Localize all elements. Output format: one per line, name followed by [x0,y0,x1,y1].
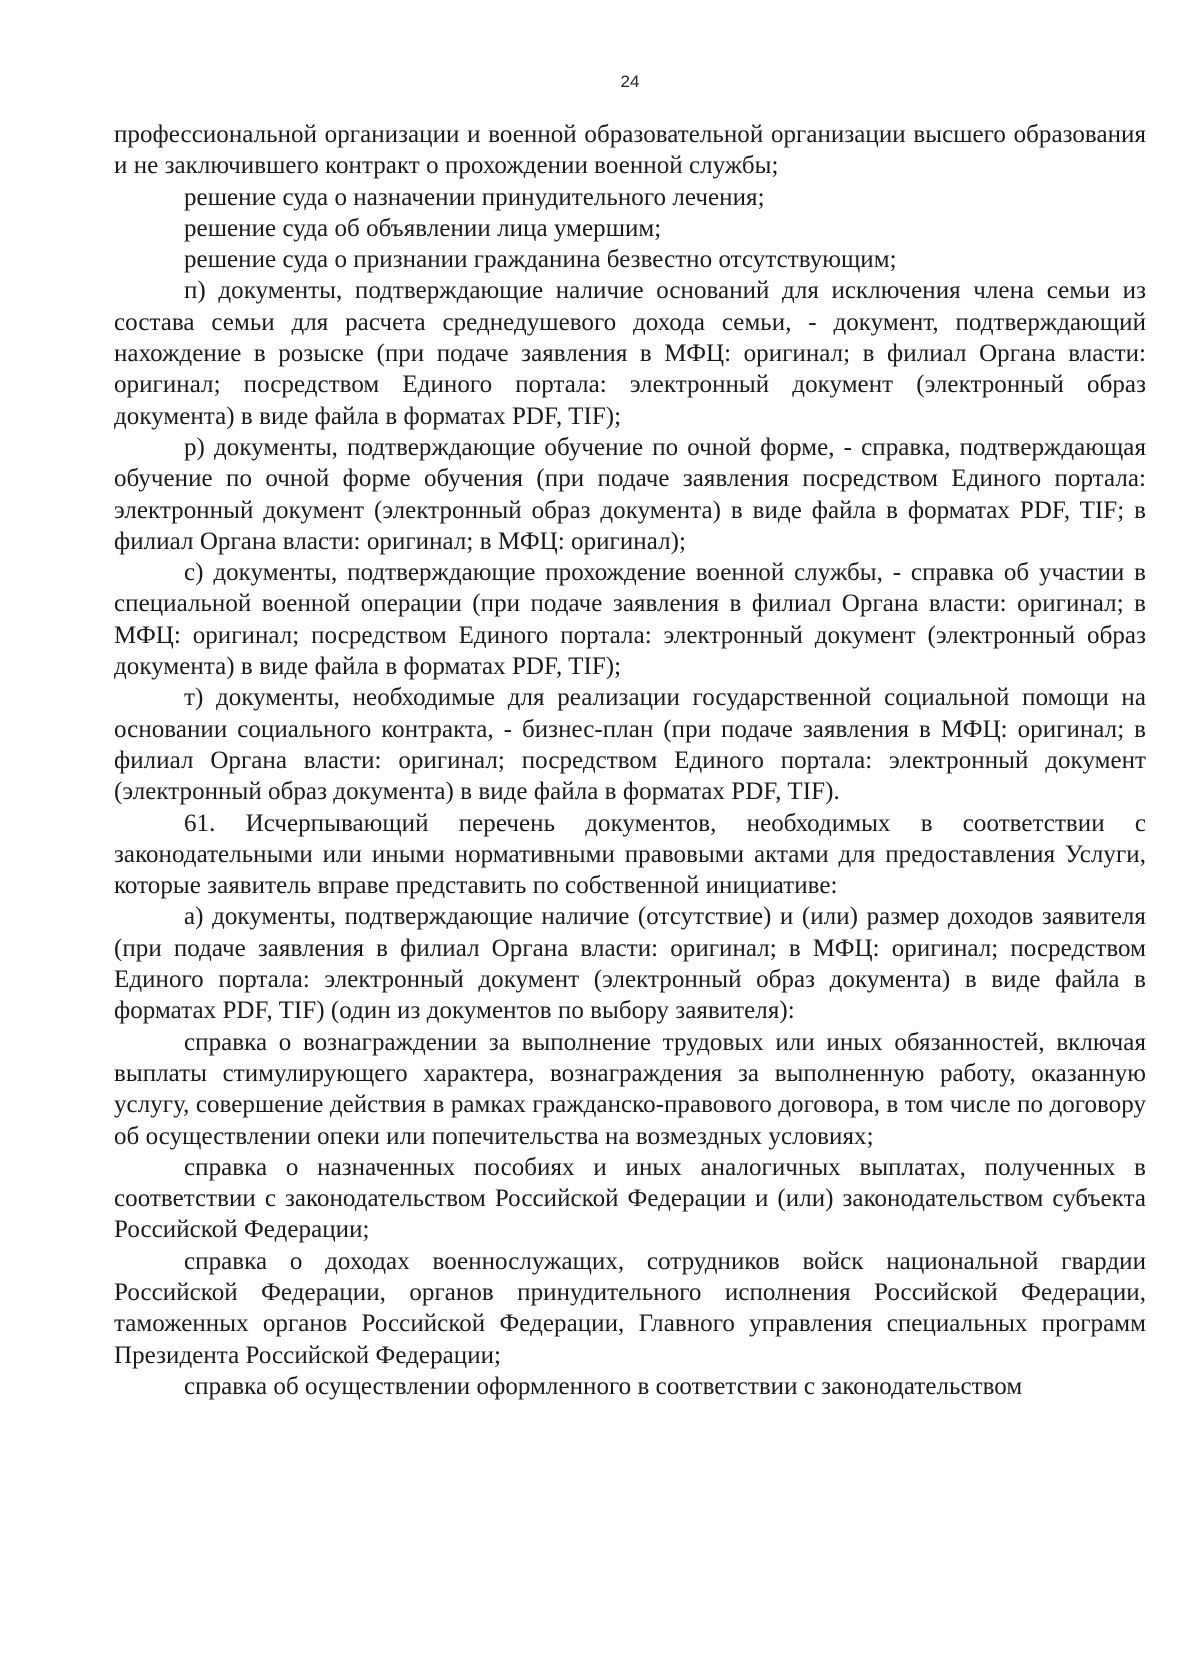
paragraph-reward-certificate: справка о вознаграждении за выполнение трудовых или иных обязанностей, включая выплаты стимулирующего характера, вознаграждения за выполненную работу, оказанную услугу, совершение действия в рамках гражданско-правового договора, в том числе по договору об осуществлении опеки или попечительства на возмездных условиях; [114,1028,1146,1150]
paragraph-court-treatment: решение суда о назначении принудительного лечения; [184,183,765,211]
paragraph-section-61: 61. Исчерпывающий перечень документов, необходимых в соответствии с законодательными или иными нормативными правовыми актами для предоставления Услуги, которые заявитель вправе представить по собственной инициативе: [114,809,1146,900]
paragraph-continuation: профессиональной организации и военной образовательной организации высшего образования и не заключившего контракт о прохождении военной службы; [114,121,1146,180]
paragraph-court-deceased: решение суда об объявлении лица умершим; [184,214,662,242]
document-body [114,119,1146,1402]
paragraph-item-a: а) документы, подтверждающие наличие (отсутствие) и (или) размер доходов заявителя (при подаче заявления в филиал Органа власти: оригинал; в МФЦ: оригинал; посредством Единого портала: электронный документ (электронный образ документа) в виде файла в форматах PDF, TIF) (один из документов по выбору заявителя): [114,903,1146,1025]
paragraph-benefits-certificate: справка о назначенных пособиях и иных аналогичных выплатах, полученных в соответствии с законодательством Российской Федерации и (или) законодательством субъекта Российской Федерации; [114,1153,1146,1244]
paragraph-item-r: р) документы, подтверждающие обучение по очной форме, - справка, подтверждающая обучение по очной форме обучения (при подаче заявления посредством Единого портала: электронный документ (электронный образ документа) в виде файла в форматах PDF, TIF; в филиал Органа власти: оригинал; в МФЦ: оригинал); [114,433,1146,555]
paragraph-item-p: п) документы, подтверждающие наличие оснований для исключения члена семьи из состава семьи для расчета среднедушевого дохода семьи, - документ, подтверждающий нахождение в розыске (при подаче заявления в МФЦ: оригинал; в филиал Органа власти: оригинал; посредством Единого портала: электронный документ (электронный образ документа) в виде файла в форматах PDF, TIF); [114,277,1146,430]
paragraph-item-t: т) документы, необходимые для реализации государственной социальной помощи на основании социального контракта, - бизнес-план (при подаче заявления в МФЦ: оригинал; в филиал Органа власти: оригинал; посредством Единого портала: электронный документ (электронный образ документа) в виде файла в форматах PDF, TIF). [114,684,1146,806]
page-number: 24 [620,72,640,91]
paragraph-item-s: с) документы, подтверждающие прохождение военной службы, - справка об участии в специальной военной операции (при подаче заявления в филиал Органа власти: оригинал; в МФЦ: оригинал; посредством Единого портала: электронный документ (электронный образ документа) в виде файла в форматах PDF, TIF); [114,559,1146,681]
paragraph-court-missing: решение суда о признании гражданина безвестно отсутствующим; [184,246,897,274]
paragraph-military-income-certificate: справка о доходах военнослужащих, сотрудников войск национальной гвардии Российской Федерации, органов принудительного исполнения Российской Федерации, таможенных органов Российской Федерации, Главного управления специальных программ Президента Российской Федерации; [114,1247,1146,1369]
paragraph-custody-certificate: справка об осуществлении оформленного в соответствии с законодательством [184,1372,1023,1400]
